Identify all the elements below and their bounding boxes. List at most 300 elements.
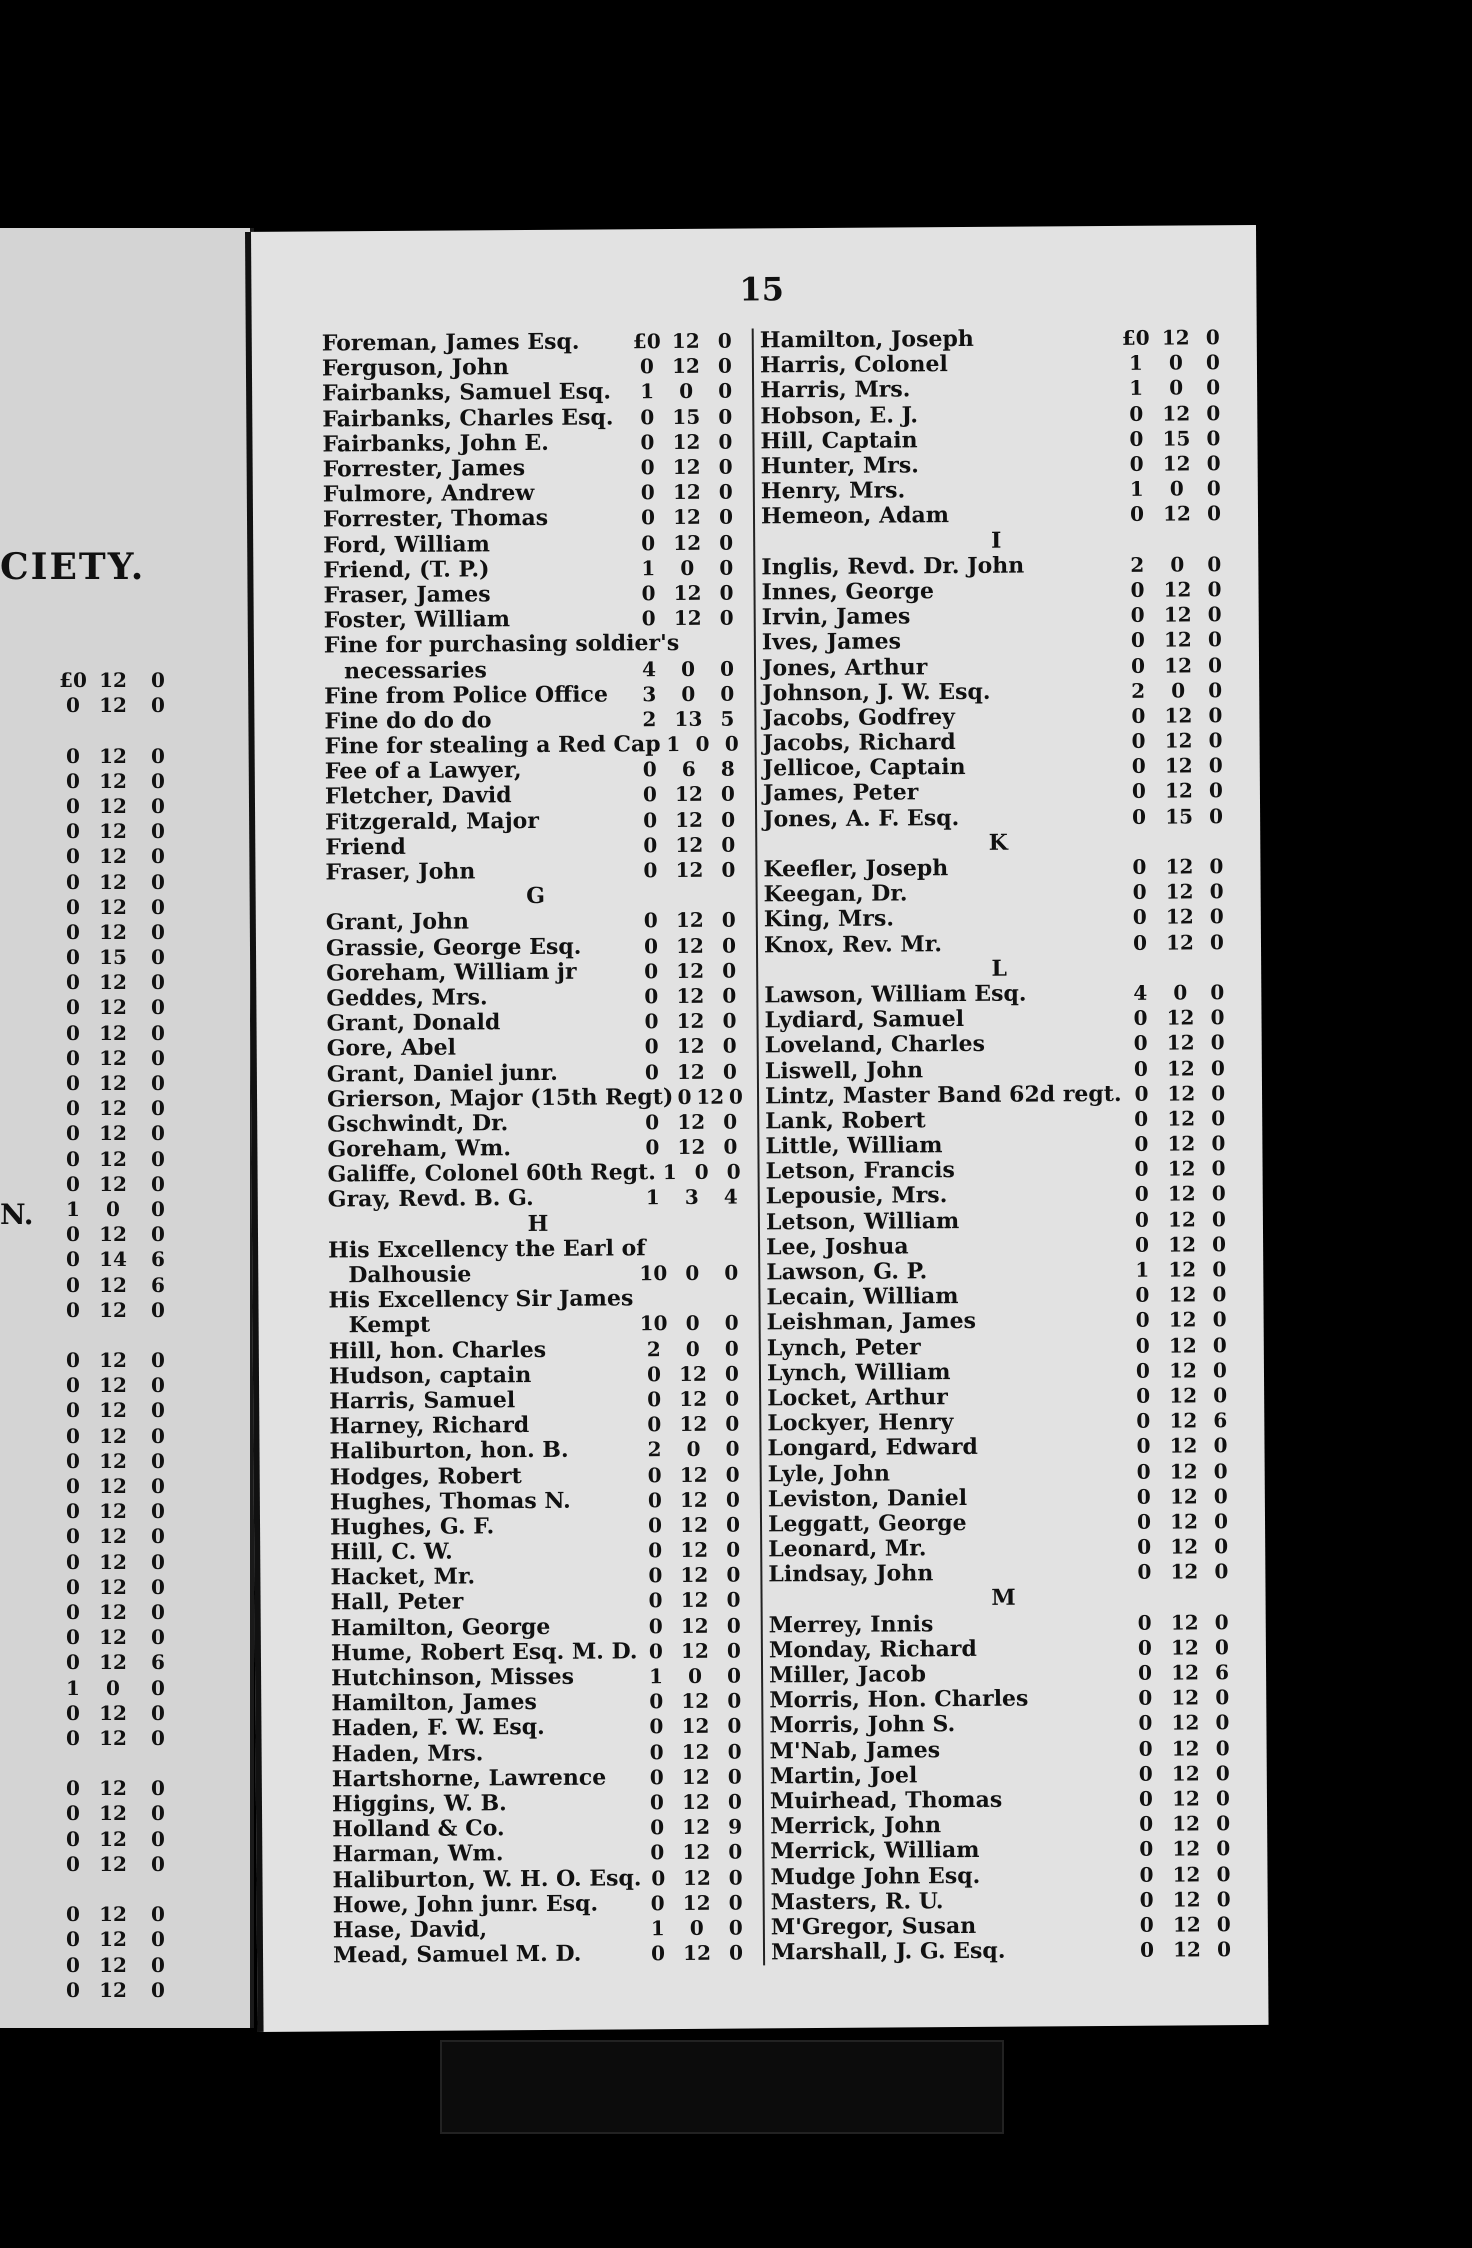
shillings: 12 <box>99 1977 127 2002</box>
pence: 0 <box>1211 1206 1226 1231</box>
subscriber-name: Loveland, Charles <box>764 1031 986 1059</box>
pounds: 0 <box>1139 1862 1154 1887</box>
shillings: 12 <box>99 1423 127 1448</box>
subscriber-name: Gray, Revd. B. G. <box>327 1185 534 1213</box>
pence: 6 <box>1213 1408 1228 1433</box>
shillings: 12 <box>1171 1761 1200 1786</box>
ledger-row <box>767 1433 1237 1461</box>
pence: 0 <box>151 1096 165 1121</box>
ledger-row <box>324 706 744 734</box>
shillings: 12 <box>675 832 704 857</box>
ledger-row <box>769 1710 1239 1738</box>
ledger-row <box>329 1386 749 1414</box>
pence: 0 <box>1206 426 1221 451</box>
subscriber-name: Lepousie, Mrs. <box>765 1182 948 1210</box>
pounds: 0 <box>66 919 80 944</box>
ledger-row <box>332 1840 752 1868</box>
shillings: 12 <box>99 894 127 919</box>
pence: 0 <box>1207 602 1222 627</box>
subscriber-name: Harney, Richard <box>329 1412 530 1440</box>
ledger-row <box>769 1635 1239 1663</box>
pounds: 0 <box>650 1840 665 1865</box>
ledger-row <box>323 505 743 533</box>
pounds: 0 <box>1136 1434 1151 1459</box>
pounds: 1 <box>1128 351 1143 376</box>
pence: 0 <box>727 1739 742 1764</box>
pounds: 0 <box>651 1865 666 1890</box>
ledger-row <box>324 606 744 634</box>
pounds: 2 <box>1131 678 1146 703</box>
pence: 0 <box>151 1196 165 1221</box>
pence: 0 <box>720 656 735 681</box>
ledger-row <box>761 577 1231 605</box>
ledger-row <box>325 757 745 785</box>
shillings: 12 <box>1167 1207 1196 1232</box>
pounds: 0 <box>66 1977 80 2002</box>
pounds: 0 <box>66 1650 80 1675</box>
pence: 0 <box>151 1121 165 1146</box>
ledger-row <box>770 1761 1240 1789</box>
shillings: 12 <box>1169 1408 1198 1433</box>
left-amount-row <box>58 1676 178 1701</box>
ledger-row <box>331 1663 751 1691</box>
pence: 0 <box>725 1462 740 1487</box>
shillings: 12 <box>676 983 705 1008</box>
ledger-row <box>333 1915 753 1943</box>
shillings: 0 <box>680 555 695 580</box>
pounds: 0 <box>1139 1912 1154 1937</box>
subscriber-name: Liswell, John <box>764 1056 924 1084</box>
shillings: 0 <box>1170 552 1185 577</box>
left-amount-row <box>58 744 178 769</box>
ledger-row <box>764 1005 1234 1033</box>
pence: 0 <box>724 1310 739 1336</box>
pounds: £0 <box>632 329 661 354</box>
shillings: 12 <box>99 1952 127 1977</box>
subscriber-name: Monday, Richard <box>768 1635 977 1664</box>
subscriber-name: Goreham, William jr <box>326 958 577 987</box>
ledger-row <box>767 1307 1237 1335</box>
left-amounts <box>58 668 178 2003</box>
ledger-row <box>765 1081 1235 1109</box>
shillings: 14 <box>99 1247 127 1272</box>
subscriber-name: Lank, Robert <box>765 1107 926 1135</box>
ledger-row <box>770 1736 1240 1764</box>
shillings: 12 <box>1165 929 1194 955</box>
pence: 0 <box>151 768 165 793</box>
shillings: 0 <box>688 1663 703 1688</box>
pounds: 0 <box>1132 854 1147 879</box>
ledger-row <box>325 857 745 885</box>
shillings: 12 <box>1168 1257 1197 1282</box>
pence: 0 <box>1209 803 1224 828</box>
pounds: 0 <box>646 1361 662 1387</box>
pence: 0 <box>1215 1786 1230 1811</box>
left-page-fragment <box>0 228 254 2028</box>
pence: 0 <box>724 731 739 756</box>
shillings: 12 <box>676 1059 705 1084</box>
subscriber-name: Fine for purchasing soldier's <box>323 630 680 659</box>
ledger-row <box>761 476 1231 504</box>
shillings: 12 <box>99 1373 127 1398</box>
shillings: 12 <box>673 580 702 605</box>
pounds: £0 <box>59 668 87 692</box>
pence: 0 <box>151 1020 165 1045</box>
shillings: 12 <box>1166 1055 1195 1081</box>
ledger-row <box>332 1764 752 1792</box>
subscriber-name: Forrester, James <box>322 455 526 483</box>
pence: 0 <box>726 1537 741 1562</box>
pence: 0 <box>722 983 737 1008</box>
subscriber-name: Leggatt, George <box>767 1509 967 1538</box>
ledger-row <box>765 1131 1235 1159</box>
pounds: 0 <box>649 1739 664 1764</box>
pence: 0 <box>725 1411 740 1436</box>
left-amount-row <box>58 1348 178 1373</box>
subscriber-name: Lydiard, Samuel <box>764 1006 965 1034</box>
shillings: 12 <box>99 1725 127 1750</box>
pounds: 0 <box>643 933 659 958</box>
pence: 0 <box>151 919 165 944</box>
shillings: 12 <box>99 1146 127 1171</box>
pence: 0 <box>151 1927 165 1952</box>
pence: 0 <box>1211 1131 1226 1156</box>
ledger-row <box>768 1559 1238 1587</box>
subscriber-name: Dalhousie <box>348 1261 472 1289</box>
pence <box>138 718 178 743</box>
pence: 0 <box>728 1890 743 1915</box>
pounds: 0 <box>643 807 658 832</box>
pounds: 0 <box>1131 779 1146 804</box>
pence: 0 <box>725 1512 741 1537</box>
pounds: 0 <box>1132 879 1147 905</box>
left-amount-row <box>58 870 178 895</box>
ledger-row <box>771 1912 1241 1940</box>
shillings: 12 <box>1163 602 1192 627</box>
shillings: 12 <box>683 1940 712 1966</box>
shillings: 12 <box>676 1008 705 1034</box>
pounds: 0 <box>1136 1383 1151 1408</box>
pence <box>138 1323 178 1348</box>
left-amount-row <box>58 1222 178 1247</box>
left-amount-row <box>58 794 178 819</box>
pence: 0 <box>721 907 736 933</box>
shillings: 12 <box>99 844 127 869</box>
pounds: 0 <box>66 1171 80 1196</box>
subscriber-name: Harman, Wm. <box>332 1840 504 1868</box>
subscriber-name: Hill, C. W. <box>330 1538 453 1566</box>
ledger-row <box>322 379 742 407</box>
ledger-row <box>761 552 1231 580</box>
shillings: 12 <box>1169 1458 1198 1484</box>
pounds: 0 <box>1132 930 1148 955</box>
shillings: 12 <box>679 1462 708 1487</box>
shillings: 12 <box>1170 1559 1199 1584</box>
pence: 0 <box>1209 854 1224 879</box>
subscriber-name: Mudge John Esq. <box>770 1862 981 1890</box>
subscriber-name: Lee, Joshua <box>766 1233 909 1261</box>
shillings <box>88 718 138 743</box>
pounds: 0 <box>66 1499 80 1524</box>
pence: 0 <box>1212 1257 1227 1282</box>
ledger-row <box>332 1865 752 1893</box>
pence: 0 <box>151 1524 165 1549</box>
pence: 0 <box>151 844 165 869</box>
ledger-row <box>770 1811 1240 1839</box>
pounds: 0 <box>641 581 656 606</box>
ledger-row <box>762 627 1232 655</box>
pence: 0 <box>1211 1106 1226 1131</box>
pounds: 0 <box>66 1826 80 1851</box>
shillings: 12 <box>99 1826 127 1851</box>
shillings: 12 <box>682 1814 711 1840</box>
ledger-row <box>327 1160 747 1188</box>
pounds: 0 <box>66 1096 80 1121</box>
left-amount-row <box>58 995 178 1020</box>
pounds: 0 <box>648 1638 663 1664</box>
left-amount-row <box>58 1827 178 1852</box>
pounds: 0 <box>1129 401 1144 426</box>
ledger-row <box>762 703 1232 731</box>
pounds: 0 <box>1135 1308 1150 1333</box>
pounds: 0 <box>1138 1711 1153 1736</box>
pence: 0 <box>151 668 165 692</box>
pounds: 0 <box>1132 804 1147 829</box>
pounds: 4 <box>1133 980 1148 1005</box>
shillings: 12 <box>1172 1811 1201 1836</box>
pence: 0 <box>151 1474 165 1498</box>
pence: 0 <box>1206 375 1221 400</box>
pounds <box>58 1751 88 1776</box>
ledger-row <box>767 1383 1237 1411</box>
pence: 0 <box>1208 728 1223 753</box>
pence: 0 <box>151 945 165 970</box>
ledger-row <box>325 732 745 760</box>
subscriber-name: Holland & Co. <box>332 1815 505 1843</box>
pence: 0 <box>725 1436 740 1462</box>
pence: 0 <box>1216 1937 1232 1962</box>
left-amount-row <box>58 1197 178 1222</box>
section-letter: M <box>991 1585 1016 1612</box>
ledger-row <box>328 1235 748 1263</box>
pence <box>138 1751 178 1776</box>
shillings: 12 <box>1162 451 1191 476</box>
pounds: 0 <box>1139 1937 1155 1962</box>
pounds: 0 <box>66 1146 80 1171</box>
shillings: 12 <box>672 505 702 530</box>
subscriber-name: Letson, Francis <box>765 1157 955 1185</box>
subscriber-name: Galiffe, Colonel 60th Regt. <box>327 1159 656 1188</box>
left-amount-row <box>58 1121 178 1146</box>
subscriber-name: Jones, Arthur <box>761 653 928 681</box>
shillings: 0 <box>689 1915 704 1940</box>
subscriber-name: Hill, Captain <box>760 427 918 455</box>
pounds: 0 <box>66 1851 80 1876</box>
shillings: 12 <box>1165 879 1194 904</box>
subscriber-name: Letson, William <box>765 1207 960 1236</box>
left-amount-row <box>58 1726 178 1751</box>
shillings: 12 <box>1167 1081 1196 1106</box>
pence: 0 <box>720 681 735 706</box>
shillings: 12 <box>99 1121 127 1146</box>
shillings: 15 <box>99 945 127 970</box>
pence: 0 <box>151 1373 165 1398</box>
subscriber-name: Hamilton, Joseph <box>759 326 974 354</box>
pence: 0 <box>1209 929 1225 954</box>
pounds: 0 <box>66 1801 80 1826</box>
pounds: 0 <box>640 480 655 505</box>
subscriber-name: M'Gregor, Susan <box>770 1912 977 1941</box>
shillings: 12 <box>680 1537 709 1563</box>
pence: 0 <box>724 1260 739 1285</box>
subscriber-name: Leishman, James <box>766 1308 977 1336</box>
left-amount-row <box>58 1524 178 1549</box>
subscriber-name: Irvin, James <box>761 603 911 631</box>
shillings: 12 <box>99 1448 127 1473</box>
pounds: 0 <box>1134 1106 1149 1131</box>
pounds: 0 <box>639 354 654 379</box>
subscriber-name: Jacobs, Godfrey <box>762 703 955 732</box>
ledger-row <box>764 879 1234 907</box>
pounds: 0 <box>1129 502 1145 527</box>
pence: 0 <box>1207 652 1223 677</box>
shillings: 12 <box>1169 1484 1198 1509</box>
subscriber-name: Longard, Edward <box>767 1434 978 1462</box>
pounds: 0 <box>1134 1182 1149 1207</box>
shillings: 12 <box>99 819 127 844</box>
subscriber-name: Lockyer, Henry <box>767 1409 954 1437</box>
pence: 0 <box>151 793 165 818</box>
shillings: 12 <box>1164 778 1193 804</box>
shillings <box>88 1323 138 1348</box>
pence: 0 <box>727 1789 743 1814</box>
ledger-row <box>329 1361 749 1389</box>
pence: 0 <box>721 832 736 857</box>
ledger-row <box>329 1412 749 1440</box>
pence: 0 <box>718 429 733 454</box>
pounds: 0 <box>650 1941 666 1966</box>
left-amount-row <box>58 1751 178 1776</box>
pence: 0 <box>722 1059 737 1084</box>
left-amount-row <box>58 1625 178 1650</box>
pence: 0 <box>151 869 165 894</box>
subscriber-name: Harris, Mrs. <box>760 376 911 404</box>
pounds: 0 <box>66 1474 80 1498</box>
pence: 0 <box>151 743 165 768</box>
pence: 0 <box>1209 904 1224 929</box>
shillings: 12 <box>676 958 705 983</box>
subscriber-name: Merrick, William <box>770 1837 980 1865</box>
left-amount-row <box>58 1449 178 1474</box>
ledger-row <box>764 930 1234 958</box>
pence: 0 <box>151 995 165 1020</box>
ledger-row <box>322 354 742 382</box>
left-amount-row <box>58 1600 178 1625</box>
shillings: 12 <box>679 1411 708 1437</box>
shillings: 12 <box>1162 501 1191 527</box>
ledger-row <box>323 480 743 508</box>
pence: 0 <box>151 1574 165 1599</box>
pounds: 0 <box>66 819 80 844</box>
pounds: 0 <box>1137 1534 1152 1559</box>
left-amount-row <box>58 1550 178 1575</box>
ledger-row <box>765 1156 1235 1184</box>
pounds: 0 <box>66 1423 80 1448</box>
shillings: 12 <box>696 1084 725 1109</box>
pence: 0 <box>723 1134 738 1159</box>
pence: 0 <box>1214 1534 1229 1559</box>
shillings <box>88 1751 138 1776</box>
ledger-row <box>768 1459 1238 1487</box>
subscriber-name: Lintz, Master Band 62d regt. <box>764 1080 1122 1110</box>
ledger-row <box>763 778 1233 806</box>
pounds: 0 <box>647 1412 662 1437</box>
left-amount-row <box>58 1978 178 2003</box>
subscriber-name: Fine do do do <box>324 707 492 735</box>
pence: 0 <box>726 1613 741 1638</box>
pounds: 0 <box>66 894 80 919</box>
subscriber-name: Haden, Mrs. <box>331 1739 484 1768</box>
subscriber-name: Muirhead, Thomas <box>769 1786 1003 1815</box>
pounds: 0 <box>1131 703 1146 728</box>
left-page-n: N. <box>0 1198 34 1231</box>
ledger-row <box>760 376 1230 404</box>
shillings: 12 <box>99 995 127 1020</box>
pence: 0 <box>1212 1357 1228 1383</box>
pounds: 1 <box>1129 376 1144 401</box>
pence: 0 <box>722 1033 737 1059</box>
shillings: 12 <box>99 1801 127 1826</box>
ledger-row <box>768 1534 1238 1562</box>
pence: 0 <box>151 1146 165 1171</box>
left-amount-row <box>58 1071 178 1096</box>
pounds: 0 <box>1129 426 1144 451</box>
pounds: 0 <box>66 1524 80 1549</box>
ledger-row <box>327 1135 747 1163</box>
shillings: 12 <box>1169 1433 1198 1458</box>
pence: 0 <box>1215 1710 1230 1735</box>
subscriber-name: Foreman, James Esq. <box>321 328 580 357</box>
subscriber-name: Fraser, John <box>325 858 476 886</box>
shillings: 12 <box>1166 1030 1195 1055</box>
left-amount-row <box>58 1701 178 1726</box>
left-amount-row <box>58 945 178 970</box>
shillings: 12 <box>1164 652 1193 678</box>
subscriber-name: Grant, John <box>325 908 470 936</box>
subscriber-name: Hase, David, <box>332 1916 488 1944</box>
pence: 0 <box>1206 400 1221 425</box>
shillings: 12 <box>99 1499 127 1524</box>
subscriber-name: Hamilton, George <box>330 1613 551 1642</box>
shillings: 3 <box>684 1185 699 1210</box>
shillings: 12 <box>675 933 704 958</box>
pence: 0 <box>151 1448 165 1473</box>
shillings: 12 <box>99 1650 127 1675</box>
pounds <box>58 718 88 743</box>
pence: 0 <box>721 933 737 958</box>
pounds: 2 <box>1130 552 1145 577</box>
ledger-row <box>329 1336 749 1364</box>
left-amount-row <box>58 1927 178 1952</box>
shillings: 12 <box>676 1034 705 1059</box>
left-amount-row <box>58 895 178 920</box>
pounds: 0 <box>645 1135 660 1160</box>
ledger-row <box>331 1613 751 1641</box>
shillings: 12 <box>99 1020 127 1045</box>
ledger-row <box>760 350 1230 378</box>
subscriber-name: Hodges, Robert <box>329 1462 522 1490</box>
subscriber-name: Harris, Samuel <box>329 1387 516 1415</box>
